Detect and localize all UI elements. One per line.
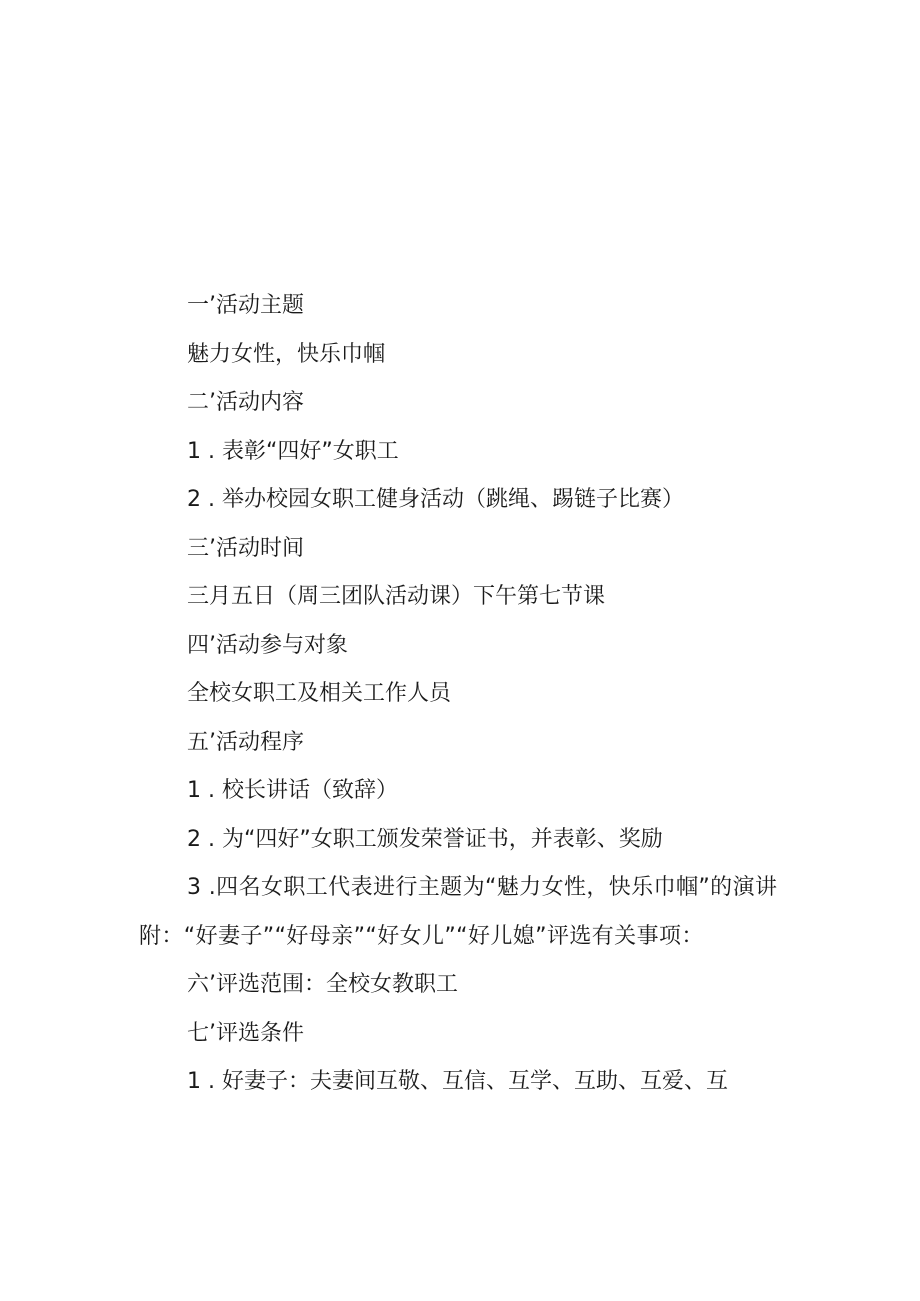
time-text: 三月五日（周三团队活动课）下午第七节课	[187, 584, 606, 609]
section-heading-content: 二’活动内容	[187, 390, 304, 415]
procedure-item-3-paragraph: 3 .四名女职工代表进行主题为“魅力女性，快乐巾帼”的演讲附：“好妻子”“好母亲”“好女儿”“好儿媳”评选有关事项：	[139, 875, 778, 949]
section-heading-scope: 六’评选范围：全校女教职工	[187, 972, 458, 997]
criteria-item-1: 1 . 好妻子：夫妻间互敬、互信、互学、互助、互爱、互	[187, 1069, 728, 1094]
section-heading-criteria: 七’评选条件	[187, 1020, 304, 1046]
document-body	[139, 282, 799, 1107]
theme-text: 魅力女性，快乐巾帼	[187, 341, 386, 367]
content-item-1: 1 . 表彰“四好”女职工	[187, 438, 399, 464]
content-item-2: 2 . 举办校园女职工健身活动（跳绳、踢链子比赛）	[187, 487, 684, 512]
participants-text: 全校女职工及相关工作人员	[187, 681, 452, 706]
section-heading-time: 三’活动时间	[187, 535, 304, 561]
section-heading-participants: 四’活动参与对象	[187, 632, 348, 658]
procedure-item-1: 1 . 校长讲话（致辞）	[187, 778, 398, 803]
section-heading-theme: 一’活动主题	[187, 293, 304, 318]
procedure-item-2: 2 . 为“四好”女职工颁发荣誉证书，并表彰、奖励	[187, 826, 663, 852]
section-heading-procedure: 五’活动程序	[187, 729, 304, 755]
